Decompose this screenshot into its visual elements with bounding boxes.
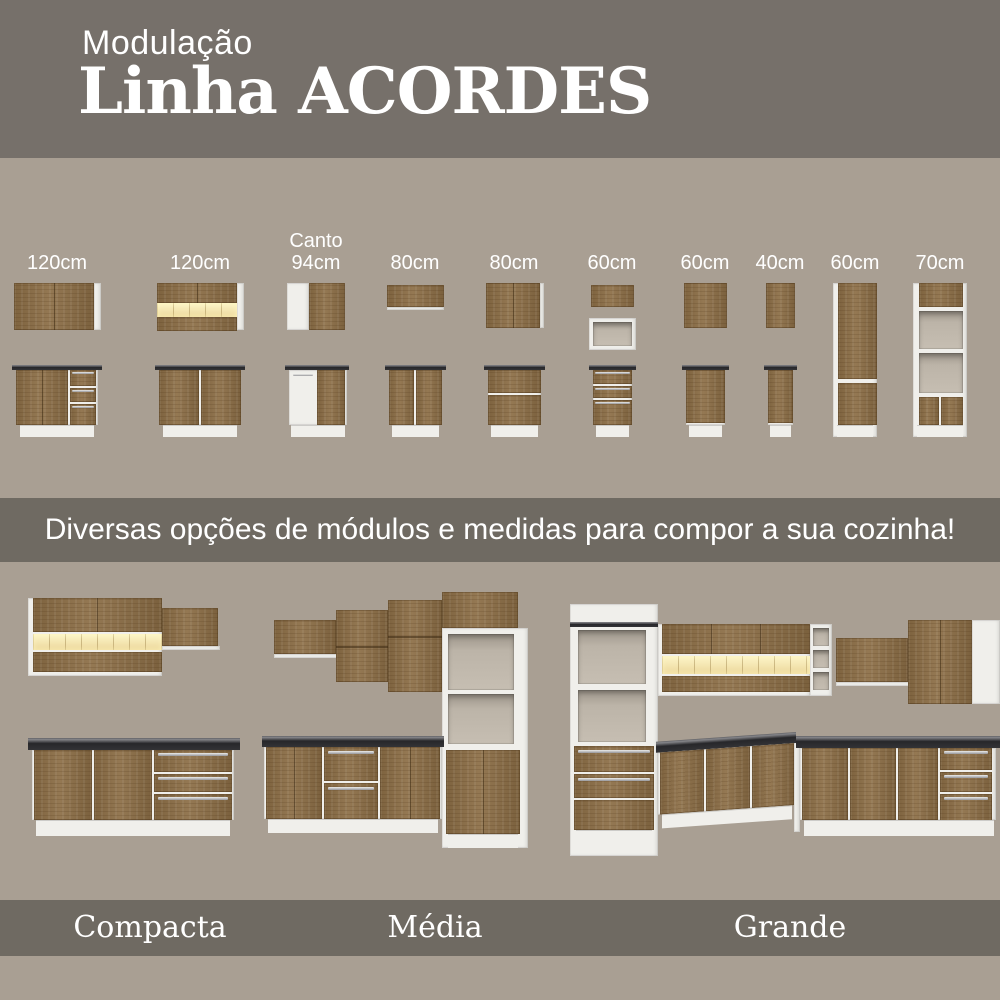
kitchen-label-grande: Grande bbox=[733, 910, 847, 945]
module-size-label-main: 120cm bbox=[26, 252, 88, 274]
cabinet-door-wood bbox=[574, 800, 654, 830]
cabinet-door-wood bbox=[919, 283, 963, 307]
kitchen-grande bbox=[0, 562, 1000, 900]
open-niche bbox=[919, 311, 963, 349]
kitchens-showcase bbox=[0, 562, 1000, 900]
drawer-handle bbox=[944, 775, 988, 778]
module-size-label-main: 120cm bbox=[169, 252, 231, 274]
kitchen-label-media: Média bbox=[387, 910, 483, 945]
module-size-label-main: 40cm bbox=[755, 252, 805, 274]
module-size-label-main: 80cm bbox=[390, 252, 440, 274]
open-niche bbox=[919, 353, 963, 393]
cabinet-door-wood bbox=[662, 624, 810, 654]
cabinet-door-wood bbox=[898, 748, 938, 820]
module-size-label-main: 60cm bbox=[680, 252, 730, 274]
cabinet-door-wood bbox=[941, 397, 963, 425]
kitchen-grande-left-run bbox=[656, 732, 796, 842]
open-niche bbox=[578, 690, 646, 742]
countertop bbox=[570, 622, 658, 627]
kitchen-label-compacta: Compacta bbox=[73, 910, 227, 945]
open-niche bbox=[813, 650, 829, 668]
cabinet-door-wood bbox=[660, 749, 704, 814]
banner-band bbox=[0, 498, 1000, 562]
module-size-label-main: 80cm bbox=[489, 252, 539, 274]
cabinet-door-wood bbox=[919, 397, 939, 425]
drawer-handle bbox=[578, 750, 650, 753]
plinth bbox=[804, 820, 994, 836]
cabinet-carcass-white bbox=[836, 682, 912, 686]
door-divider bbox=[940, 620, 941, 704]
bottom-strip bbox=[0, 956, 1000, 1000]
module-column-10 bbox=[0, 158, 1000, 498]
header-kicker: Modulação bbox=[82, 24, 253, 62]
cabinet-door-wood bbox=[706, 746, 750, 811]
door-divider bbox=[711, 624, 712, 654]
footer-band bbox=[0, 900, 1000, 956]
cabinet-carcass-white bbox=[972, 620, 1000, 704]
module-size-label-top: Canto bbox=[289, 230, 343, 252]
open-niche bbox=[813, 672, 829, 690]
cabinet-door-wood bbox=[752, 743, 794, 808]
module-size-label-main: 70cm bbox=[915, 252, 965, 274]
countertop bbox=[796, 736, 1000, 748]
modules-strip bbox=[0, 158, 1000, 498]
module-size-label-main: 94cm bbox=[291, 252, 341, 274]
plinth bbox=[917, 425, 963, 437]
door-divider bbox=[760, 624, 761, 654]
open-niche bbox=[578, 630, 646, 684]
cabinet-door-wood bbox=[850, 748, 896, 820]
cabinet-door-wood bbox=[802, 748, 848, 820]
banner-text: Diversas opções de módulos e medidas para compor a sua cozinha! bbox=[44, 513, 956, 546]
cabinet-door-wood bbox=[662, 676, 810, 692]
cabinet-door-wood bbox=[836, 638, 908, 682]
plinth bbox=[576, 830, 652, 846]
module-size-label-main: 60cm bbox=[587, 252, 637, 274]
module-size-label-main: 60cm bbox=[830, 252, 880, 274]
open-niche bbox=[813, 628, 829, 646]
header bbox=[0, 0, 1000, 158]
page-title: Linha ACORDES bbox=[78, 54, 652, 129]
drawer-handle bbox=[944, 751, 988, 754]
lighted-glass-strip bbox=[662, 656, 810, 674]
drawer-handle bbox=[578, 778, 650, 781]
module-size-label bbox=[892, 228, 988, 274]
drawer-handle bbox=[944, 797, 988, 800]
